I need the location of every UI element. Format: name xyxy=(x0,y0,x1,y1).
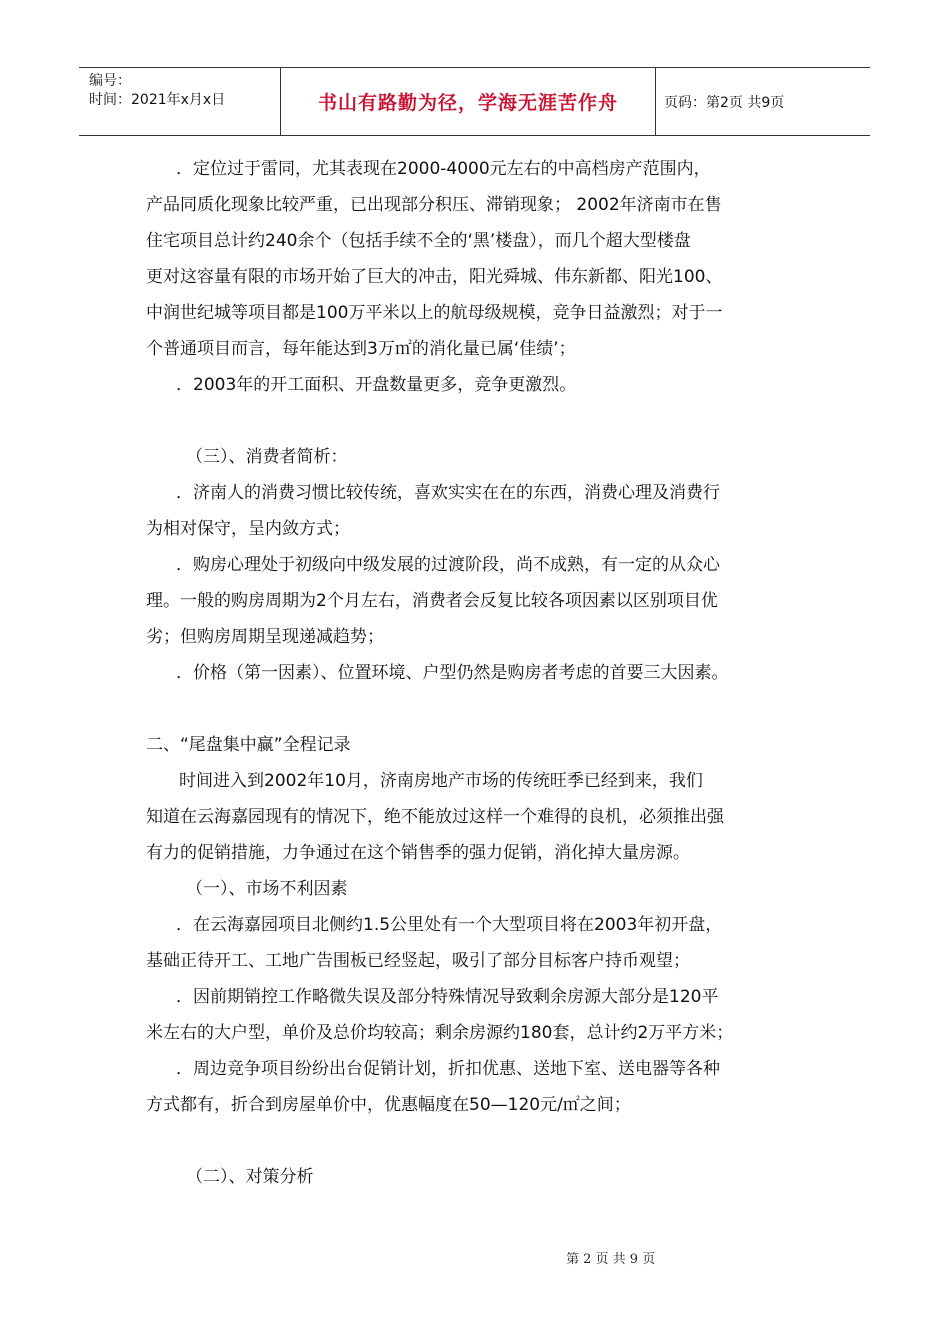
text-line: （二）、对策分析 xyxy=(186,1167,314,1187)
text-line: ．2003年的开工面积、开盘数量更多，竞争更激烈。 xyxy=(176,375,577,395)
text-line: ．在云海嘉园项目北侧约1.5公里处有一个大型项目将在2003年初开盘， xyxy=(176,915,723,935)
text-line: ．定位过于雷同，尤其表现在2000-4000元左右的中高档房产范围内， xyxy=(176,159,711,179)
text-line: 知道在云海嘉园现有的情况下，绝不能放过这样一个难得的良机，必须推出强 xyxy=(146,807,724,827)
text-line: 更对这容量有限的市场开始了巨大的冲击，阳光舜城、伟东新都、阳光100、 xyxy=(146,267,723,287)
text-line: 时间进入到2002年10月，济南房地产市场的传统旺季已经到来，我们 xyxy=(179,771,703,791)
header-table xyxy=(79,67,870,136)
text-line: （一）、市场不利因素 xyxy=(186,879,348,899)
text-line: ．购房心理处于初级向中级发展的过渡阶段，尚不成熟，有一定的从众心 xyxy=(176,555,720,575)
text-line: ．周边竞争项目纷纷出台促销计划，折扣优惠、送地下室、送电器等各种 xyxy=(176,1059,720,1079)
time-label: 时间：2021年x月x日 xyxy=(89,92,226,108)
text-line: 住宅项目总计约240余个（包括手续不全的‘黑’楼盘），而几个超大型楼盘 xyxy=(146,231,691,251)
paragraph-gap xyxy=(146,1123,806,1159)
text-line: 个普通项目而言，每年能达到3万㎡的消化量已属‘佳绩’； xyxy=(146,339,576,359)
header-motto-cell xyxy=(281,68,656,135)
text-line: 方式都有，折合到房屋单价中，优惠幅度在50—120元/㎡之间； xyxy=(146,1095,631,1115)
text-line: 二、“尾盘集中赢”全程记录 xyxy=(146,735,351,755)
text-line: 中润世纪城等项目都是100万平米以上的航母级规模，竞争日益激烈；对于一 xyxy=(146,303,723,323)
text-line: ．价格（第一因素）、位置环境、户型仍然是购房者考虑的首要三大因素。 xyxy=(176,663,729,683)
text-line: 产品同质化现象比较严重，已出现部分积压、滞销现象； 2002年济南市在售 xyxy=(146,195,722,215)
text-line: 基础正待开工、工地广告围板已经竖起，吸引了部分目标客户持币观望； xyxy=(146,951,690,971)
text-line: ．济南人的消费习惯比较传统，喜欢实实在在的东西，消费心理及消费行 xyxy=(176,483,720,503)
header-page-cell xyxy=(656,68,870,135)
text-line: 有力的促销措施，力争通过在这个销售季的强力促销，消化掉大量房源。 xyxy=(146,843,690,863)
text-line: 理。一般的购房周期为2个月左右，消费者会反复比较各项因素以区别项目优 xyxy=(146,591,718,611)
paragraph-gap xyxy=(146,403,806,439)
header-meta-cell xyxy=(79,68,281,135)
text-line: 米左右的大户型，单价及总价均较高；剩余房源约180套，总计约2万平方米； xyxy=(146,1023,734,1043)
page-code: 页码：第2页 共9页 xyxy=(664,94,785,111)
paragraph-gap xyxy=(146,691,806,727)
document-body xyxy=(146,151,806,1195)
text-line: （三）、消费者简析： xyxy=(186,447,348,467)
page-footer: 第 2 页 共 9 页 xyxy=(566,1252,656,1267)
number-label: 编号： xyxy=(89,73,131,89)
text-line: ．因前期销控工作略微失误及部分特殊情况导致剩余房源大部分是120平 xyxy=(176,987,719,1007)
motto: 书山有路勤为径，学海无涯苦作舟 xyxy=(317,92,618,114)
text-line: 为相对保守，呈内敛方式； xyxy=(146,519,350,539)
text-line: 劣；但购房周期呈现递减趋势； xyxy=(146,627,384,647)
